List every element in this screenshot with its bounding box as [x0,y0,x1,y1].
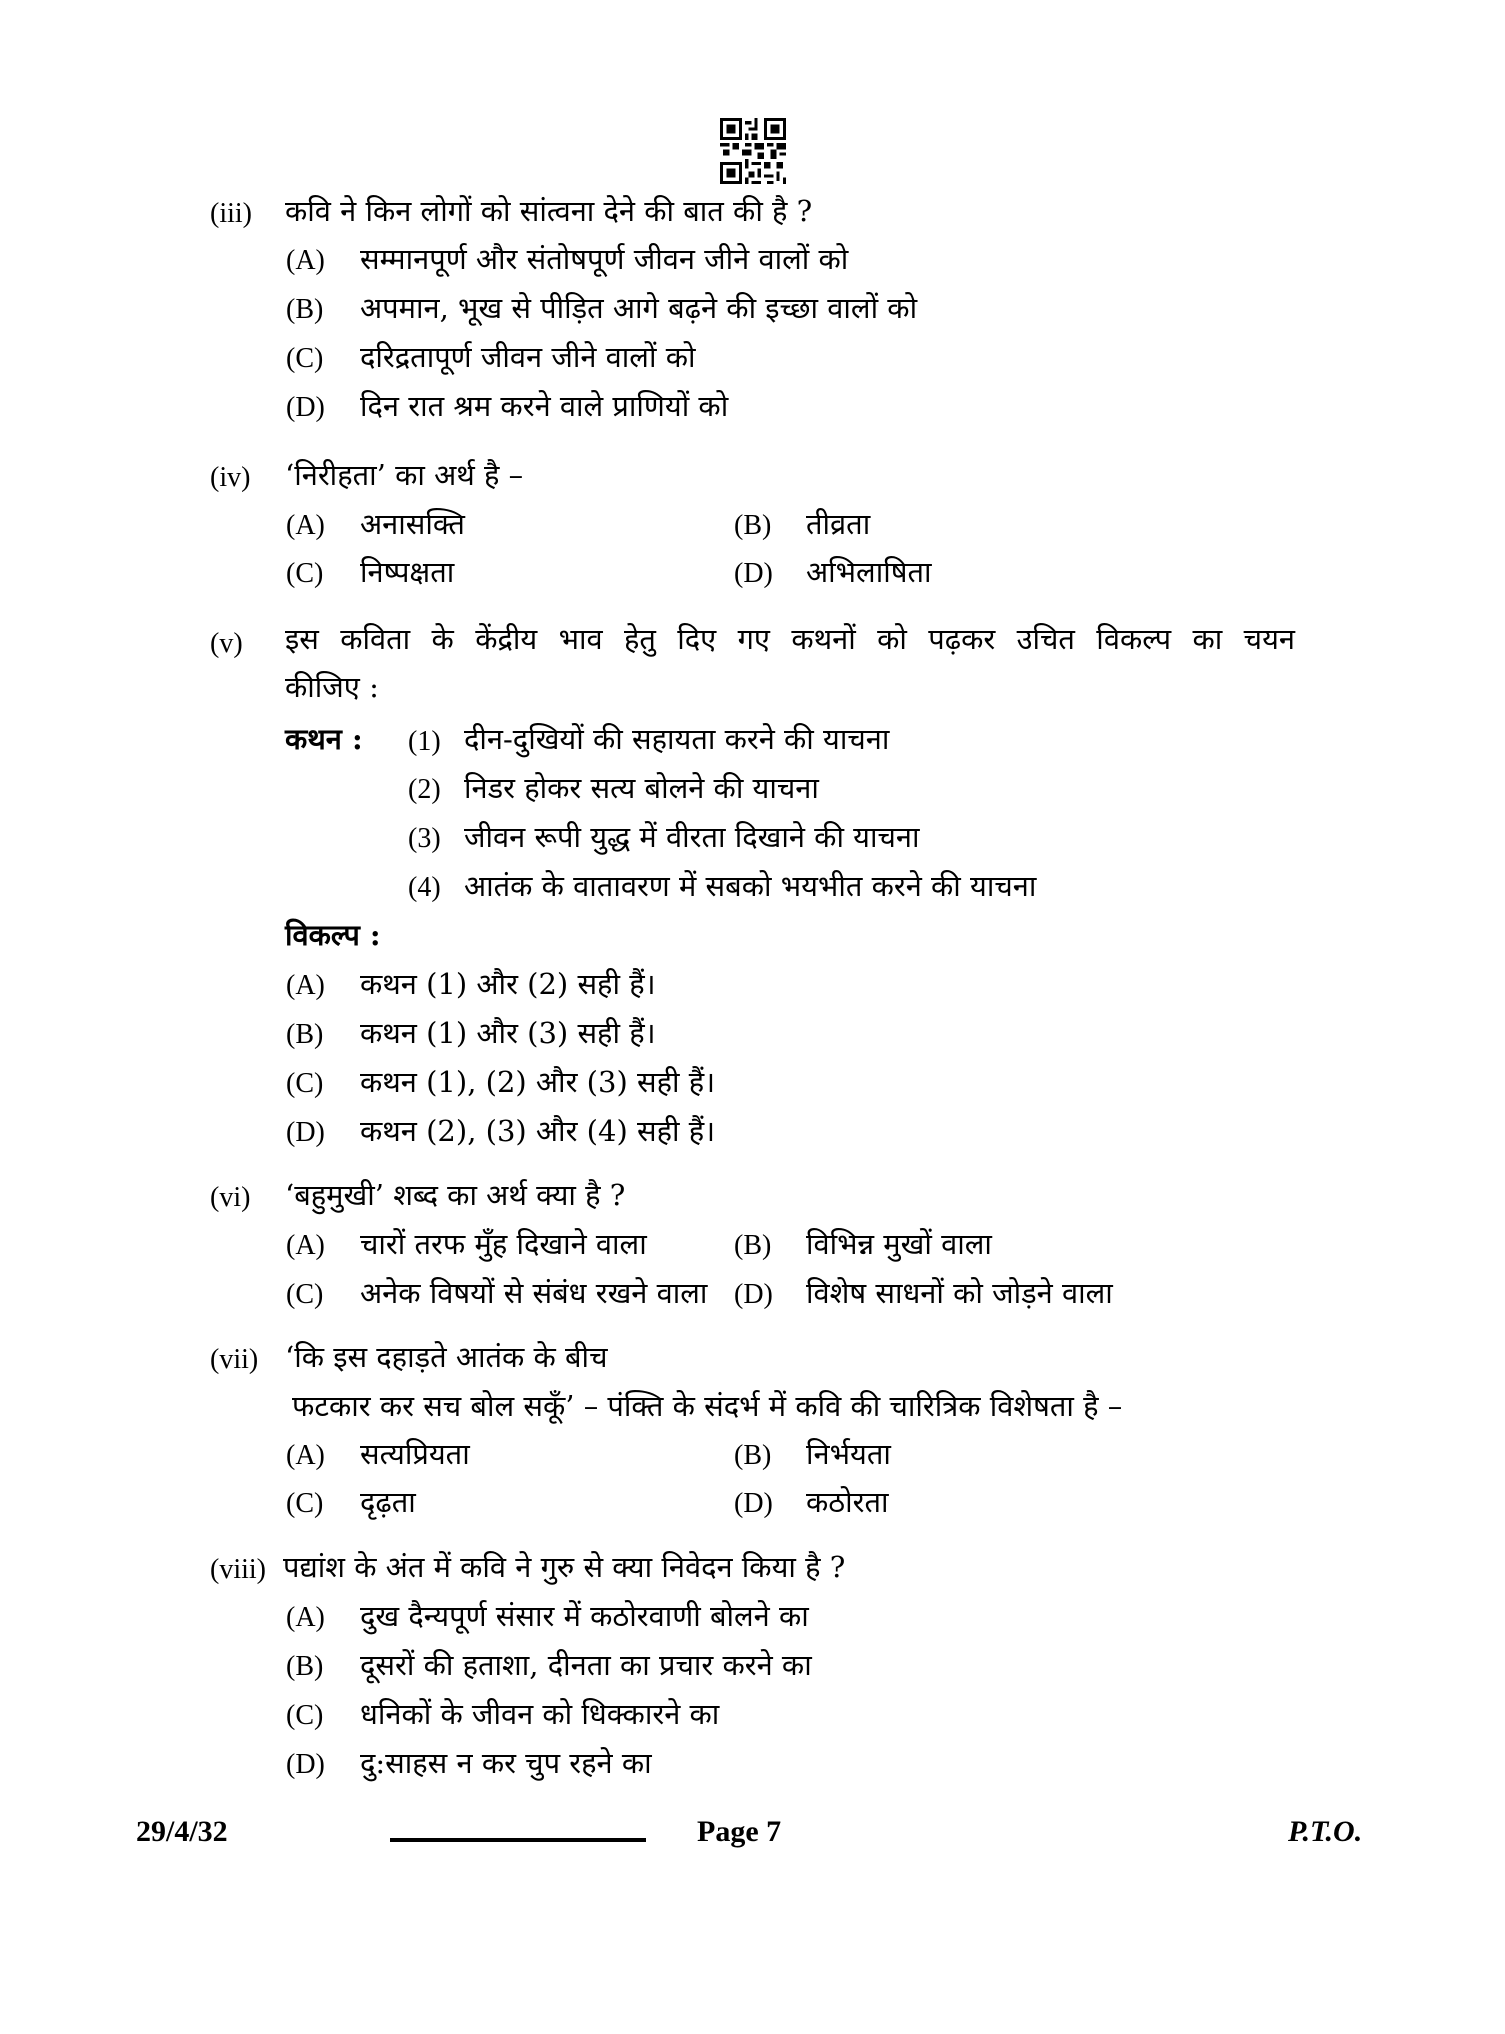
option-label: (A) [286,1230,325,1261]
option-label: (B) [286,1019,324,1050]
question-number: (iii) [210,198,252,229]
statement-number: (3) [408,823,441,854]
question-number: (vi) [210,1182,251,1213]
option-label: (B) [734,1230,772,1261]
option-text: दिन रात श्रम करने वाले प्राणियों को [360,389,729,423]
question-text: कवि ने किन लोगों को सांत्वना देने की बात की है ? [285,194,813,228]
page-number: Page 7 [697,1815,782,1848]
option-text: अनेक विषयों से संबंध रखने वाला [360,1276,708,1310]
question-text: ‘निरीहता’ का अर्थ है – [285,458,524,492]
option-text: अनासक्ति [360,507,465,541]
option-label: (D) [286,392,325,423]
statement-number: (1) [408,726,441,757]
paper-code: 29/4/32 [136,1815,228,1848]
options-heading: विकल्प : [285,918,381,952]
option-text: कठोरता [806,1485,889,1519]
question-text-line-1: इस कविता के केंद्रीय भाव हेतु दिए गए कथनों को पढ़कर उचित विकल्प का चयन [285,622,1295,656]
option-text: कथन (1) और (3) सही हैं। [360,1016,656,1050]
option-text: दृढ़ता [360,1485,416,1519]
question-text-line-2: फटकार कर सच बोल सकूँ’ – पंक्ति के संदर्भ में कवि की चारित्रिक विशेषता है – [292,1389,1123,1423]
statement-number: (4) [408,872,441,903]
statement-heading: कथन : [285,722,363,756]
option-label: (A) [286,1602,325,1633]
question-text: पद्यांश के अंत में कवि ने गुरु से क्या निवेदन किया है ? [283,1550,846,1584]
option-text: कथन (2), (3) और (4) सही हैं। [360,1114,716,1148]
question-number: (viii) [210,1554,266,1585]
footer-divider [390,1838,646,1842]
option-label: (A) [286,510,325,541]
statement-text: आतंक के वातावरण में सबको भयभीत करने की याचना [464,869,1037,903]
option-text: सत्यप्रियता [360,1437,470,1471]
option-label: (D) [734,1279,773,1310]
option-text: निष्पक्षता [360,555,455,589]
question-number: (vii) [210,1344,259,1375]
option-label: (C) [286,1279,324,1310]
option-label: (B) [734,1440,772,1471]
option-label: (A) [286,245,325,276]
option-text: सम्मानपूर्ण और संतोषपूर्ण जीवन जीने वालों को [360,242,849,276]
option-text: दूसरों की हताशा, दीनता का प्रचार करने का [360,1648,812,1682]
option-text: विशेष साधनों को जोड़ने वाला [806,1276,1113,1310]
option-label: (C) [286,1488,324,1519]
option-label: (C) [286,343,324,374]
option-label: (A) [286,1440,325,1471]
option-text: तीव्रता [806,507,871,541]
option-text: दु:साहस न कर चुप रहने का [360,1746,652,1780]
option-label: (D) [734,558,773,589]
statement-number: (2) [408,774,441,805]
option-label: (B) [286,1651,324,1682]
option-label: (B) [734,510,772,541]
option-text: विभिन्न मुखों वाला [806,1227,992,1261]
pto-note: P.T.O. [1288,1815,1363,1848]
statement-text: जीवन रूपी युद्ध में वीरता दिखाने की याचना [464,820,920,854]
option-text: कथन (1) और (2) सही हैं। [360,967,656,1001]
statement-text: दीन-दुखियों की सहायता करने की याचना [464,722,890,756]
question-number: (v) [210,628,243,659]
question-text-line-1: ‘कि इस दहाड़ते आतंक के बीच [285,1340,608,1374]
option-label: (C) [286,1068,324,1099]
qr-code-icon [720,118,786,184]
option-text: चारों तरफ मुँह दिखाने वाला [360,1227,647,1261]
option-text: कथन (1), (2) और (3) सही हैं। [360,1065,716,1099]
option-label: (D) [734,1488,773,1519]
option-label: (D) [286,1749,325,1780]
question-text-line-2: कीजिए : [285,670,379,704]
question-number: (iv) [210,462,251,493]
option-text: अपमान, भूख से पीड़ित आगे बढ़ने की इच्छा वालों को [360,291,918,325]
statement-text: निडर होकर सत्य बोलने की याचना [464,771,819,805]
option-text: अभिलाषिता [806,555,932,589]
option-label: (C) [286,1700,324,1731]
option-text: दुख दैन्यपूर्ण संसार में कठोरवाणी बोलने का [360,1599,809,1633]
option-label: (A) [286,970,325,1001]
option-label: (B) [286,294,324,325]
option-label: (D) [286,1117,325,1148]
option-label: (C) [286,558,324,589]
option-text: दरिद्रतापूर्ण जीवन जीने वालों को [360,340,696,374]
option-text: धनिकों के जीवन को धिक्कारने का [360,1697,720,1731]
option-text: निर्भयता [806,1437,891,1471]
question-text: ‘बहुमुखी’ शब्द का अर्थ क्या है ? [285,1178,626,1212]
